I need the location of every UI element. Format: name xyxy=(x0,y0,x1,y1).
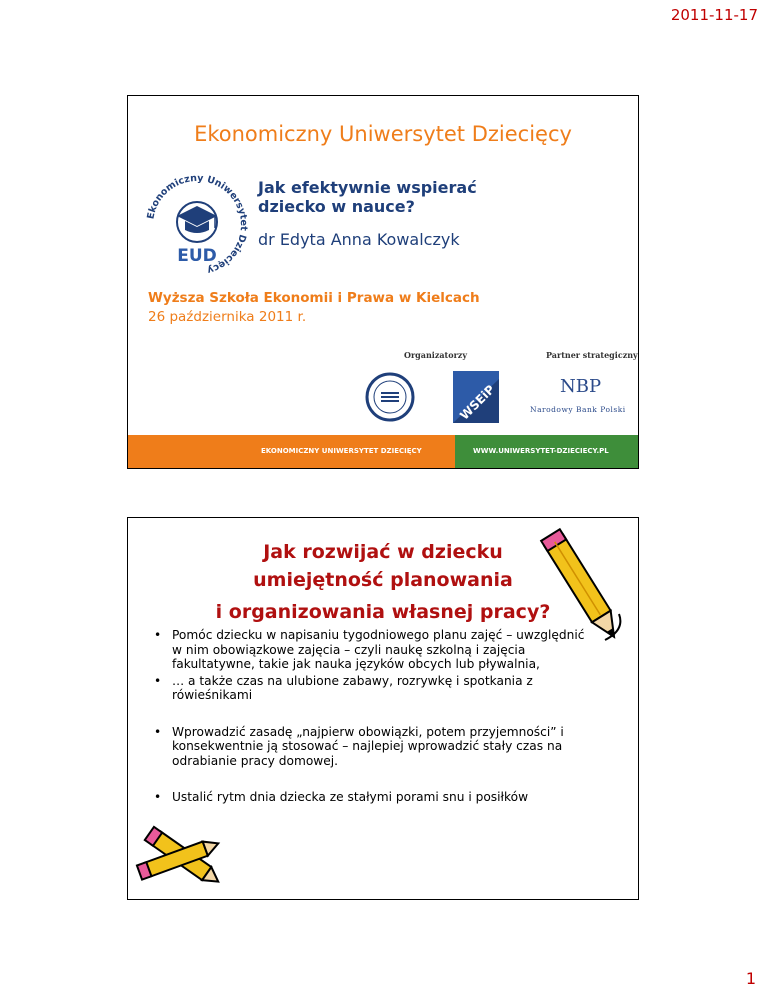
logo-ring-text: Ekonomiczny Uniwersytet Dziecięcy xyxy=(145,172,250,276)
bullet-item xyxy=(150,725,590,769)
bullet-dot: • xyxy=(154,673,162,688)
slide2-title xyxy=(128,538,638,626)
organizers-label: Organizatorzy xyxy=(404,350,467,360)
bullet-text: Pomóc dziecku w napisaniu tygodniowego planu zajęć – uwzględnić w nim obowiązkowe zajęcia – czyli naukę szkolną i zajęcia fakultatywne, takie jak nauka języków obcych lub pływalnia, xyxy=(172,628,585,671)
footer-right-text: WWW.UNIWERSYTET-DZIECIECY.PL xyxy=(473,447,609,455)
bullet-dot: • xyxy=(154,790,162,804)
bullet-text: Wprowadzić zasadę „najpierw obowiązki, potem przyjemności” i konsekwentnie ją stosować – najlepiej wprowadzić stały czas na odrabianie pracy domowej. xyxy=(172,724,564,768)
bullet-item xyxy=(150,628,590,672)
wseip-text: WSEiP xyxy=(457,382,498,423)
bullet-text: Ustalić rytm dnia dziecka ze stałymi porami snu i posiłków xyxy=(172,790,529,804)
bullet-list xyxy=(150,628,590,805)
title-line-1: Jak rozwijać w dziecku xyxy=(263,541,503,563)
footer-bar-left xyxy=(128,435,455,469)
title-slide xyxy=(127,95,639,469)
title-line-3: i organizowania własnej pracy? xyxy=(215,601,551,623)
slide1-title: Ekonomiczny Uniwersytet Dziecięcy xyxy=(194,122,572,146)
content-slide xyxy=(127,517,639,900)
header-date: 2011-11-17 xyxy=(670,6,758,24)
partner-label: Partner strategiczny xyxy=(546,350,638,360)
footer-left-text: EKONOMICZNY UNIWERSYTET DZIECIĘCY xyxy=(261,447,422,455)
author: dr Edyta Anna Kowalczyk xyxy=(258,230,460,249)
bullet-dot: • xyxy=(154,628,162,642)
nbp-full-name: Narodowy Bank Polski xyxy=(530,405,626,414)
footer-bar-right xyxy=(455,435,639,469)
foundation-seal-logo xyxy=(365,372,415,422)
title-line-2: umiejętność planowania xyxy=(253,569,513,591)
slide1-subtitle xyxy=(258,178,477,216)
bullet-text: … a także czas na ulubione zabawy, rozrywkę i spotkania z rówieśnikami xyxy=(172,673,533,702)
wseip-logo xyxy=(453,371,499,423)
bullet-item xyxy=(150,790,590,805)
eud-logo xyxy=(142,170,252,280)
school-name: Wyższa Szkoła Ekonomii i Prawa w Kielcach xyxy=(148,290,480,306)
subtitle-line-2: dziecko w nauce? xyxy=(258,197,415,216)
crossed-pencils-clipart xyxy=(131,818,231,898)
logo-abbrev: EUD xyxy=(177,246,217,266)
bullet-item xyxy=(150,674,590,703)
event-date: 26 października 2011 r. xyxy=(148,309,307,325)
nbp-logo-text: NBP xyxy=(560,376,602,397)
page-number: 1 xyxy=(745,969,756,988)
bullet-dot: • xyxy=(154,724,162,739)
subtitle-line-1: Jak efektywnie wspierać xyxy=(258,178,477,197)
